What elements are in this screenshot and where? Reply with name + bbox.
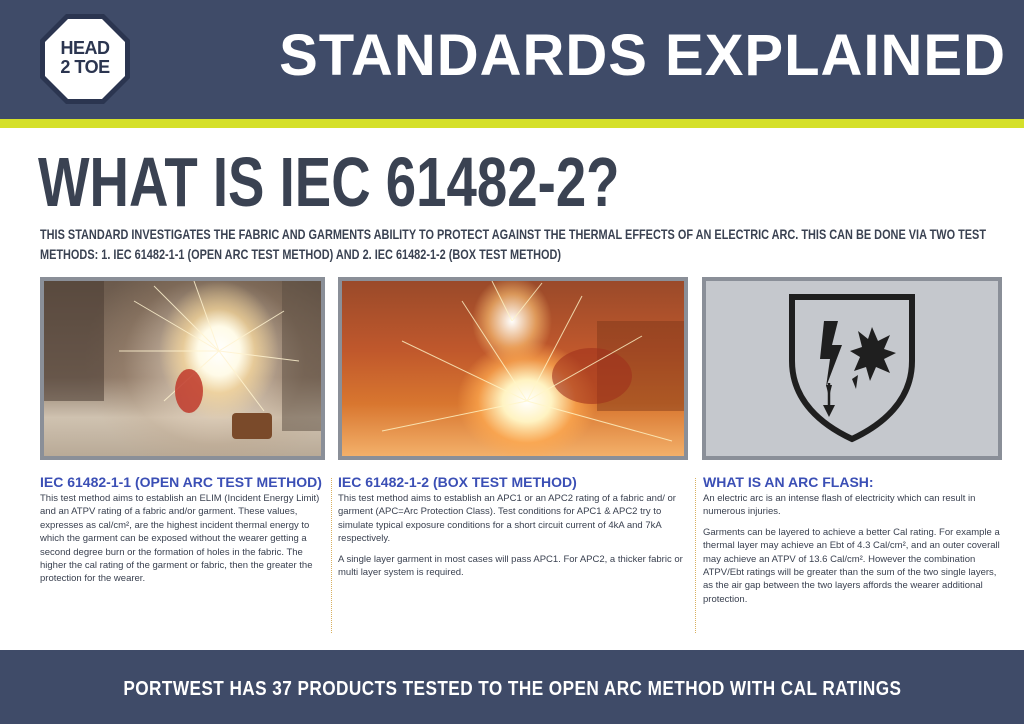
open-arc-section — [40, 474, 326, 586]
open-arc-test-photo — [44, 281, 321, 456]
head-2-toe-logo — [38, 12, 132, 106]
arc-flash-paragraph-1: An electric arc is an intense flash of electricity which can result in numerous injuries. — [703, 493, 976, 518]
footer-label: PORTWEST HAS 37 PRODUCTS TESTED TO THE OPEN ARC METHOD WITH CAL RATINGS — [122, 678, 902, 700]
footer-banner — [0, 650, 1024, 724]
open-arc-body — [40, 492, 326, 586]
box-test-photo — [342, 281, 684, 456]
header-banner — [0, 0, 1024, 119]
box-test-paragraph-1: This test method aims to establish an APC1 or an APC2 rating of a fabric and/ or garment (APC=Arc Protection Class). Test conditions for APC1 & APC2 try to simulate typical exposure conditions for a short circuit current of 4kA and 7kA respectively. — [338, 493, 676, 545]
arc-flash-paragraph-2: Garments can be layered to achieve a better Cal rating. For example a thermal layer may achieve an Ebt of 4.3 Cal/cm², and an outer coverall may achieve an ATPV of 13.6 Cal/cm². However the combination ATPV/Ebt ratings will be greater than the sum of the two single layers, as the air gap between the two layers affords the wearer additional protection. — [703, 526, 1000, 605]
footer-text — [0, 678, 1024, 701]
page-title: WHAT IS IEC 61482-2? — [38, 143, 620, 221]
header-title: STANDARDS EXPLAINED — [279, 23, 1006, 88]
column-divider — [331, 478, 332, 633]
box-test-section — [338, 474, 688, 579]
open-arc-heading: IEC 61482-1-1 (OPEN ARC TEST METHOD) — [40, 474, 322, 490]
arc-flash-symbol-panel — [706, 281, 998, 456]
logo-line-1: HEAD — [60, 38, 110, 58]
box-test-heading: IEC 61482-1-2 (BOX TEST METHOD) — [338, 474, 577, 490]
arc-flash-body — [703, 492, 1003, 606]
arc-flash-shield-icon — [786, 293, 918, 443]
open-arc-paragraph: This test method aims to establish an ELIM (Incident Energy Limit) and an ATPV rating of a fabric and/or garment. These values, expresses as cal/cm², are the highest incident thermal energy to which the garment can be exposed without the wearer getting a second degree burn or the formation of holes in the fabric. The higher the cal rating of the garment or fabric, then the greater the protection for the wearer. — [40, 493, 320, 585]
open-arc-image-frame — [40, 277, 325, 460]
arc-flash-symbol-frame — [702, 277, 1002, 460]
logo-line-2: 2 TOE — [60, 57, 110, 77]
arc-flash-section — [703, 474, 1003, 606]
column-divider — [695, 478, 696, 633]
box-test-body — [338, 492, 688, 579]
box-test-image-frame — [338, 277, 688, 460]
box-test-paragraph-2: A single layer garment in most cases will pass APC1. For APC2, a thicker fabric or multi layer system is required. — [338, 553, 683, 579]
arc-flash-heading: WHAT IS AN ARC FLASH: — [703, 474, 874, 490]
intro-text: THIS STANDARD INVESTIGATES THE FABRIC AND GARMENTS ABILITY TO PROTECT AGAINST THE THERMAL EFFECTS OF AN ELECTRIC ARC. THIS CAN BE DONE VIA TWO TEST METHODS: 1. IEC 61482-1-1 (OPEN ARC TEST METHOD) AND 2. IEC 61482-1-2 (BOX TEST METHOD) — [40, 226, 987, 262]
accent-bar — [0, 119, 1024, 128]
